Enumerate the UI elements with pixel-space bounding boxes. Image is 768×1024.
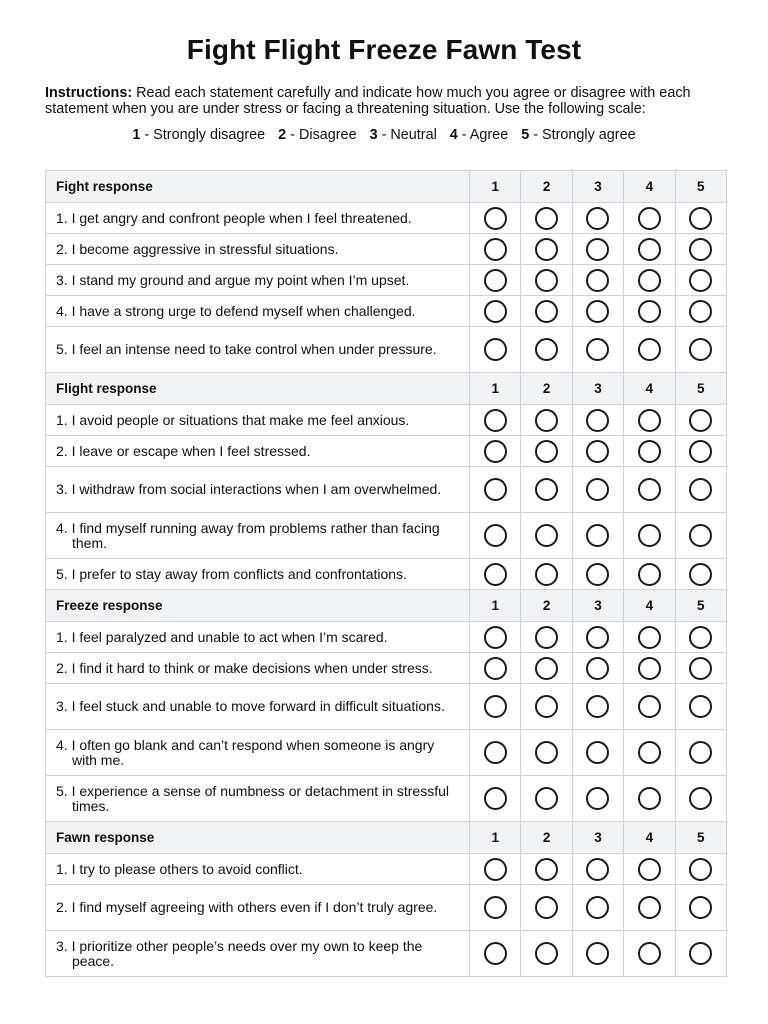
rating-radio-3[interactable]	[586, 787, 609, 810]
statement-row	[46, 622, 727, 653]
rating-cell	[521, 234, 572, 265]
statement-cell	[46, 559, 470, 590]
rating-radio-5[interactable]	[689, 269, 712, 292]
statement-cell	[46, 931, 470, 977]
rating-radio-3[interactable]	[586, 524, 609, 547]
rating-cell	[572, 265, 623, 296]
rating-radio-1[interactable]	[484, 207, 507, 230]
statement-row	[46, 684, 727, 730]
column-header-rating: 2	[521, 822, 572, 854]
column-header-rating: 5	[675, 822, 726, 854]
rating-radio-5[interactable]	[689, 300, 712, 323]
rating-radio-4[interactable]	[638, 787, 661, 810]
rating-radio-4[interactable]	[638, 695, 661, 718]
rating-cell	[572, 854, 623, 885]
rating-radio-5[interactable]	[689, 338, 712, 361]
statement-cell	[46, 730, 470, 776]
rating-radio-4[interactable]	[638, 478, 661, 501]
rating-radio-2[interactable]	[535, 300, 558, 323]
rating-cell	[675, 931, 726, 977]
statement-text: 2. I leave or escape when I feel stressed.	[56, 442, 311, 459]
scale-label: - Strongly agree	[529, 127, 636, 143]
column-header-rating: 4	[624, 171, 675, 203]
rating-cell	[521, 854, 572, 885]
rating-cell	[470, 327, 521, 373]
section-title: Fawn response	[46, 822, 470, 854]
rating-cell	[572, 622, 623, 653]
statement-text: 3. I prioritize other people’s needs over my own to keep the peace.	[56, 937, 423, 969]
rating-radio-5[interactable]	[689, 657, 712, 680]
rating-radio-3[interactable]	[586, 657, 609, 680]
statement-row	[46, 234, 727, 265]
rating-radio-2[interactable]	[535, 942, 558, 965]
statement-text: 2. I find myself agreeing with others even if I don’t truly agree.	[56, 899, 438, 915]
rating-cell	[675, 559, 726, 590]
column-header-rating: 3	[572, 171, 623, 203]
column-header-rating: 4	[624, 590, 675, 622]
rating-cell	[572, 467, 623, 513]
rating-radio-4[interactable]	[638, 741, 661, 764]
statement-row	[46, 776, 727, 822]
rating-cell	[521, 513, 572, 559]
rating-radio-5[interactable]	[689, 787, 712, 810]
rating-cell	[624, 653, 675, 684]
rating-cell	[675, 622, 726, 653]
rating-cell	[521, 885, 572, 931]
rating-radio-1[interactable]	[484, 440, 507, 463]
rating-cell	[572, 405, 623, 436]
rating-cell	[624, 559, 675, 590]
rating-cell	[470, 203, 521, 234]
column-header-rating: 3	[572, 590, 623, 622]
rating-cell	[521, 559, 572, 590]
scale-number: 4	[449, 127, 458, 143]
rating-cell	[675, 234, 726, 265]
rating-cell	[572, 234, 623, 265]
rating-radio-1[interactable]	[484, 695, 507, 718]
rating-radio-5[interactable]	[689, 858, 712, 881]
rating-cell	[624, 203, 675, 234]
statement-cell	[46, 653, 470, 684]
rating-cell	[675, 653, 726, 684]
rating-radio-2[interactable]	[535, 409, 558, 432]
questionnaire-body	[46, 171, 727, 977]
rating-radio-1[interactable]	[484, 300, 507, 323]
rating-cell	[470, 854, 521, 885]
scale-label: - Disagree	[286, 127, 357, 143]
statement-text: 3. I stand my ground and argue my point when I’m upset.	[56, 271, 410, 288]
rating-scale-legend	[0, 127, 768, 143]
statement-cell	[46, 467, 470, 513]
scale-label: - Strongly disagree	[140, 127, 266, 143]
rating-radio-5[interactable]	[689, 207, 712, 230]
statement-cell	[46, 234, 470, 265]
rating-cell	[624, 730, 675, 776]
column-header-rating: 1	[470, 822, 521, 854]
statement-row	[46, 931, 727, 977]
rating-radio-2[interactable]	[535, 695, 558, 718]
rating-radio-3[interactable]	[586, 741, 609, 764]
rating-cell	[572, 296, 623, 327]
rating-cell	[675, 730, 726, 776]
column-header-rating: 5	[675, 171, 726, 203]
rating-radio-3[interactable]	[586, 300, 609, 323]
rating-radio-4[interactable]	[638, 896, 661, 919]
rating-radio-3[interactable]	[586, 858, 609, 881]
rating-radio-4[interactable]	[638, 440, 661, 463]
rating-radio-2[interactable]	[535, 858, 558, 881]
scale-number: 2	[278, 127, 287, 143]
rating-radio-5[interactable]	[689, 695, 712, 718]
scale-label: - Neutral	[377, 127, 437, 143]
rating-cell	[624, 234, 675, 265]
statement-text: 1. I feel paralyzed and unable to act when I’m scared.	[56, 628, 388, 645]
instructions-text: Read each statement carefully and indicate how much you agree or disagree with each statement when you are under stress or facing a threatening situation. Use the following scale:	[45, 85, 691, 117]
rating-radio-3[interactable]	[586, 338, 609, 361]
rating-radio-4[interactable]	[638, 269, 661, 292]
rating-cell	[521, 730, 572, 776]
rating-cell	[470, 559, 521, 590]
statement-cell	[46, 622, 470, 653]
rating-radio-2[interactable]	[535, 338, 558, 361]
rating-radio-5[interactable]	[689, 409, 712, 432]
rating-cell	[470, 405, 521, 436]
rating-radio-5[interactable]	[689, 524, 712, 547]
statement-cell	[46, 327, 470, 373]
section-title: Freeze response	[46, 590, 470, 622]
rating-radio-4[interactable]	[638, 207, 661, 230]
rating-radio-3[interactable]	[586, 942, 609, 965]
statement-cell	[46, 265, 470, 296]
section-title: Fight response	[46, 171, 470, 203]
statement-row	[46, 730, 727, 776]
rating-cell	[521, 776, 572, 822]
statement-cell	[46, 684, 470, 730]
rating-cell	[521, 405, 572, 436]
rating-cell	[675, 684, 726, 730]
rating-radio-4[interactable]	[638, 238, 661, 261]
statement-row	[46, 296, 727, 327]
column-header-rating: 2	[521, 171, 572, 203]
statement-cell	[46, 513, 470, 559]
rating-cell	[675, 405, 726, 436]
rating-cell	[521, 436, 572, 467]
rating-cell	[675, 265, 726, 296]
column-header-rating: 2	[521, 590, 572, 622]
statement-cell	[46, 203, 470, 234]
column-header-rating: 4	[624, 822, 675, 854]
rating-cell	[521, 653, 572, 684]
statement-text: 5. I prefer to stay away from conflicts and confrontations.	[56, 565, 407, 582]
rating-radio-4[interactable]	[638, 657, 661, 680]
rating-radio-5[interactable]	[689, 741, 712, 764]
statement-row	[46, 885, 727, 931]
statement-text: 5. I feel an intense need to take control when under pressure.	[56, 341, 437, 357]
rating-cell	[572, 931, 623, 977]
statement-row	[46, 436, 727, 467]
rating-radio-1[interactable]	[484, 524, 507, 547]
rating-cell	[624, 467, 675, 513]
rating-radio-2[interactable]	[535, 478, 558, 501]
rating-radio-2[interactable]	[535, 787, 558, 810]
rating-cell	[624, 405, 675, 436]
rating-radio-1[interactable]	[484, 896, 507, 919]
statement-text: 4. I find myself running away from problems rather than facing them.	[56, 519, 440, 551]
rating-radio-5[interactable]	[689, 896, 712, 919]
rating-radio-1[interactable]	[484, 269, 507, 292]
questionnaire-table	[45, 170, 727, 977]
rating-cell	[624, 684, 675, 730]
scale-number: 5	[521, 127, 530, 143]
rating-cell	[470, 653, 521, 684]
statement-text: 4. I have a strong urge to defend myself when challenged.	[56, 302, 416, 319]
rating-radio-5[interactable]	[689, 440, 712, 463]
column-header-rating: 3	[572, 822, 623, 854]
rating-radio-1[interactable]	[484, 478, 507, 501]
rating-cell	[572, 730, 623, 776]
rating-radio-2[interactable]	[535, 563, 558, 586]
statement-row	[46, 559, 727, 590]
rating-cell	[470, 622, 521, 653]
statement-text: 2. I become aggressive in stressful situations.	[56, 240, 339, 257]
statement-text: 1. I get angry and confront people when I feel threatened.	[56, 209, 412, 226]
rating-radio-5[interactable]	[689, 563, 712, 586]
rating-cell	[521, 265, 572, 296]
rating-cell	[521, 931, 572, 977]
rating-radio-2[interactable]	[535, 741, 558, 764]
statement-cell	[46, 296, 470, 327]
column-header-rating: 3	[572, 373, 623, 405]
rating-radio-5[interactable]	[689, 238, 712, 261]
statement-cell	[46, 436, 470, 467]
rating-radio-1[interactable]	[484, 338, 507, 361]
rating-cell	[572, 684, 623, 730]
rating-cell	[675, 436, 726, 467]
rating-radio-5[interactable]	[689, 942, 712, 965]
rating-cell	[470, 234, 521, 265]
rating-radio-5[interactable]	[689, 626, 712, 649]
rating-radio-2[interactable]	[535, 524, 558, 547]
rating-radio-2[interactable]	[535, 657, 558, 680]
rating-cell	[470, 885, 521, 931]
column-header-rating: 1	[470, 373, 521, 405]
rating-radio-3[interactable]	[586, 563, 609, 586]
rating-cell	[470, 684, 521, 730]
rating-cell	[675, 513, 726, 559]
rating-cell	[675, 854, 726, 885]
instructions	[45, 85, 735, 117]
statement-row	[46, 653, 727, 684]
rating-radio-1[interactable]	[484, 942, 507, 965]
rating-cell	[470, 931, 521, 977]
rating-cell	[572, 203, 623, 234]
column-header-rating: 5	[675, 373, 726, 405]
rating-cell	[624, 436, 675, 467]
scale-number: 3	[369, 127, 378, 143]
statement-row	[46, 405, 727, 436]
rating-cell	[624, 622, 675, 653]
rating-radio-4[interactable]	[638, 524, 661, 547]
rating-cell	[624, 296, 675, 327]
rating-radio-1[interactable]	[484, 626, 507, 649]
section-header-fight-response	[46, 171, 727, 203]
rating-cell	[521, 203, 572, 234]
rating-cell	[572, 653, 623, 684]
statement-cell	[46, 405, 470, 436]
rating-radio-1[interactable]	[484, 858, 507, 881]
statement-text: 3. I withdraw from social interactions when I am overwhelmed.	[56, 481, 442, 497]
rating-radio-2[interactable]	[535, 207, 558, 230]
rating-cell	[624, 265, 675, 296]
rating-cell	[624, 854, 675, 885]
statement-row	[46, 854, 727, 885]
rating-radio-1[interactable]	[484, 741, 507, 764]
rating-cell	[521, 296, 572, 327]
statement-row	[46, 203, 727, 234]
rating-radio-2[interactable]	[535, 440, 558, 463]
rating-radio-1[interactable]	[484, 409, 507, 432]
rating-cell	[624, 931, 675, 977]
page-title: Fight Flight Freeze Fawn Test	[186, 34, 582, 65]
rating-radio-4[interactable]	[638, 300, 661, 323]
rating-cell	[470, 265, 521, 296]
statement-text: 5. I experience a sense of numbness or detachment in stressful times.	[56, 782, 449, 814]
rating-cell	[521, 622, 572, 653]
rating-cell	[521, 467, 572, 513]
scale-label: - Agree	[457, 127, 509, 143]
rating-cell	[470, 296, 521, 327]
rating-radio-2[interactable]	[535, 626, 558, 649]
rating-cell	[572, 327, 623, 373]
rating-radio-4[interactable]	[638, 409, 661, 432]
section-header-fawn-response	[46, 822, 727, 854]
rating-radio-4[interactable]	[638, 338, 661, 361]
rating-radio-4[interactable]	[638, 563, 661, 586]
rating-cell	[470, 730, 521, 776]
statement-row	[46, 265, 727, 296]
rating-radio-1[interactable]	[484, 563, 507, 586]
rating-radio-1[interactable]	[484, 787, 507, 810]
instructions-label: Instructions:	[45, 85, 133, 101]
rating-radio-3[interactable]	[586, 440, 609, 463]
rating-cell	[470, 436, 521, 467]
column-header-rating: 5	[675, 590, 726, 622]
statement-cell	[46, 776, 470, 822]
rating-cell	[675, 296, 726, 327]
rating-cell	[675, 327, 726, 373]
rating-radio-3[interactable]	[586, 478, 609, 501]
rating-radio-1[interactable]	[484, 657, 507, 680]
rating-cell	[675, 467, 726, 513]
rating-cell	[624, 885, 675, 931]
rating-radio-2[interactable]	[535, 896, 558, 919]
statement-cell	[46, 854, 470, 885]
scale-number: 1	[132, 127, 141, 143]
rating-radio-3[interactable]	[586, 238, 609, 261]
rating-radio-1[interactable]	[484, 238, 507, 261]
statement-cell	[46, 885, 470, 931]
statement-text: 1. I avoid people or situations that make me feel anxious.	[56, 411, 410, 428]
rating-cell	[624, 776, 675, 822]
section-title: Flight response	[46, 373, 470, 405]
rating-radio-4[interactable]	[638, 626, 661, 649]
rating-radio-3[interactable]	[586, 269, 609, 292]
rating-radio-2[interactable]	[535, 238, 558, 261]
rating-cell	[572, 436, 623, 467]
section-header-freeze-response	[46, 590, 727, 622]
statement-row	[46, 513, 727, 559]
rating-radio-3[interactable]	[586, 626, 609, 649]
rating-cell	[572, 559, 623, 590]
rating-cell	[470, 513, 521, 559]
rating-cell	[675, 776, 726, 822]
rating-radio-4[interactable]	[638, 942, 661, 965]
column-header-rating: 2	[521, 373, 572, 405]
statement-text: 3. I feel stuck and unable to move forward in difficult situations.	[56, 698, 445, 714]
rating-cell	[572, 885, 623, 931]
section-header-flight-response	[46, 373, 727, 405]
rating-cell	[572, 513, 623, 559]
rating-cell	[521, 327, 572, 373]
column-header-rating: 1	[470, 590, 521, 622]
rating-radio-4[interactable]	[638, 858, 661, 881]
rating-radio-3[interactable]	[586, 695, 609, 718]
rating-radio-3[interactable]	[586, 409, 609, 432]
rating-cell	[624, 327, 675, 373]
rating-cell	[521, 684, 572, 730]
column-header-rating: 4	[624, 373, 675, 405]
rating-cell	[470, 776, 521, 822]
rating-radio-2[interactable]	[535, 269, 558, 292]
rating-cell	[470, 467, 521, 513]
statement-text: 2. I find it hard to think or make decisions when under stress.	[56, 659, 433, 676]
rating-radio-3[interactable]	[586, 896, 609, 919]
statement-text: 1. I try to please others to avoid conflict.	[56, 860, 303, 877]
rating-radio-3[interactable]	[586, 207, 609, 230]
statement-row	[46, 327, 727, 373]
rating-cell	[572, 776, 623, 822]
rating-cell	[675, 885, 726, 931]
rating-radio-5[interactable]	[689, 478, 712, 501]
column-header-rating: 1	[470, 171, 521, 203]
statement-text: 4. I often go blank and can’t respond when someone is angry with me.	[56, 736, 435, 768]
statement-row	[46, 467, 727, 513]
rating-cell	[675, 203, 726, 234]
rating-cell	[624, 513, 675, 559]
